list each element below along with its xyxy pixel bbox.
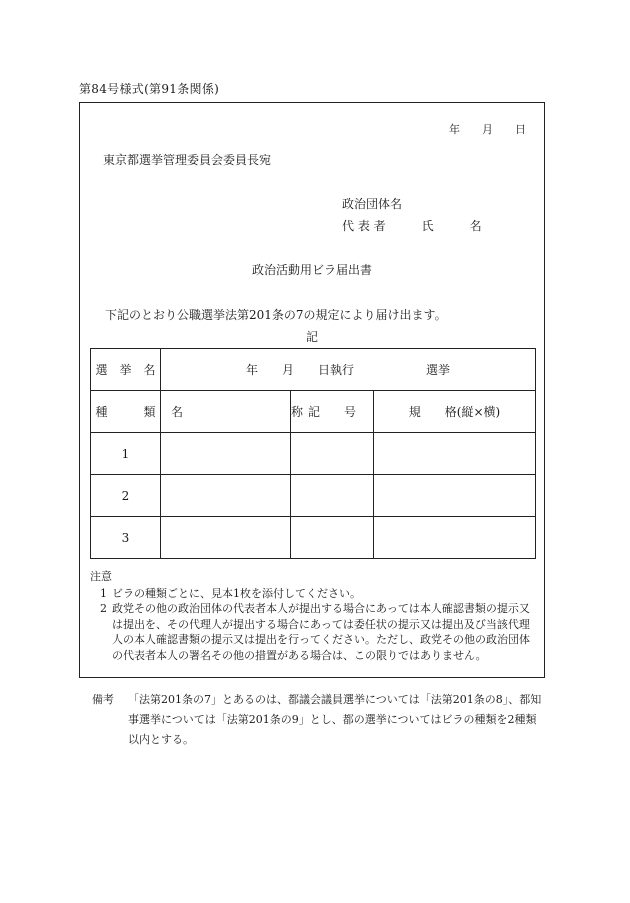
- note-text: 政党その他の政治団体の代表者本人が提出する場合にあっては本人確認書類の提示又は提出を、その代理人が提出する場合にあっては委任状の提示又は提出及び当該代理人の本人確認書類の提示又は提出を行ってください。ただし、政党その他の政治団体の代表者本人の署名その他の措置がある場合は、この限りではありません。: [112, 602, 530, 662]
- note-item: [90, 586, 536, 602]
- note-item: [90, 601, 536, 663]
- size-cell[interactable]: [374, 517, 536, 559]
- note-number: 1: [100, 586, 107, 600]
- election-value: 年 月 日執行 選挙: [161, 349, 536, 391]
- document-title: 政治活動用ビラ届出書: [251, 263, 372, 277]
- row-number: 3: [91, 517, 161, 559]
- size-cell[interactable]: [374, 475, 536, 517]
- name-cell[interactable]: [161, 475, 291, 517]
- size-cell[interactable]: [374, 433, 536, 475]
- intro-text: 下記のとおり公職選挙法第201条の7の規定により届け出ます。: [105, 308, 447, 322]
- symbol-header: 記 号: [291, 391, 374, 433]
- remark-section: [92, 690, 547, 750]
- election-label: 選 挙 名: [91, 349, 161, 391]
- symbol-cell[interactable]: [291, 475, 374, 517]
- row-number: 2: [91, 475, 161, 517]
- table-row: [91, 475, 536, 517]
- size-header: 規 格(縦×横): [374, 391, 536, 433]
- flyer-table: [90, 348, 536, 559]
- remark-text: 「法第201条の7」とあるのは、都議会議員選挙については「法第201条の8」、都知事選挙については「法第201条の9」とし、都の選挙についてはビラの種類を2種類以内とする。: [128, 693, 542, 746]
- name-cell[interactable]: [161, 433, 291, 475]
- remark-label: 備考: [92, 693, 114, 706]
- header-row: [91, 391, 536, 433]
- row-number: 1: [91, 433, 161, 475]
- representative-label: 代 表 者 氏 名: [342, 219, 482, 233]
- election-row: [91, 349, 536, 391]
- type-label: 種 類: [91, 391, 161, 433]
- date-line: 年 月 日: [449, 123, 526, 136]
- table-row: [91, 517, 536, 559]
- note-text: ビラの種類ごとに、見本1枚を添付してください。: [112, 586, 361, 600]
- name-cell[interactable]: [161, 517, 291, 559]
- symbol-cell[interactable]: [291, 517, 374, 559]
- notes-section: [90, 569, 536, 663]
- name-header: 名 称: [161, 391, 291, 433]
- addressee: 東京都選挙管理委員会委員長宛: [103, 153, 272, 167]
- symbol-cell[interactable]: [291, 433, 374, 475]
- org-name-label: 政治団体名: [342, 197, 403, 211]
- table-row: [91, 433, 536, 475]
- form-number: 第84号様式(第91条関係): [79, 82, 220, 96]
- form-frame: [79, 102, 545, 678]
- notes-title: 注意: [90, 570, 112, 583]
- ki-marker: 記: [305, 330, 318, 344]
- note-number: 2: [100, 602, 107, 615]
